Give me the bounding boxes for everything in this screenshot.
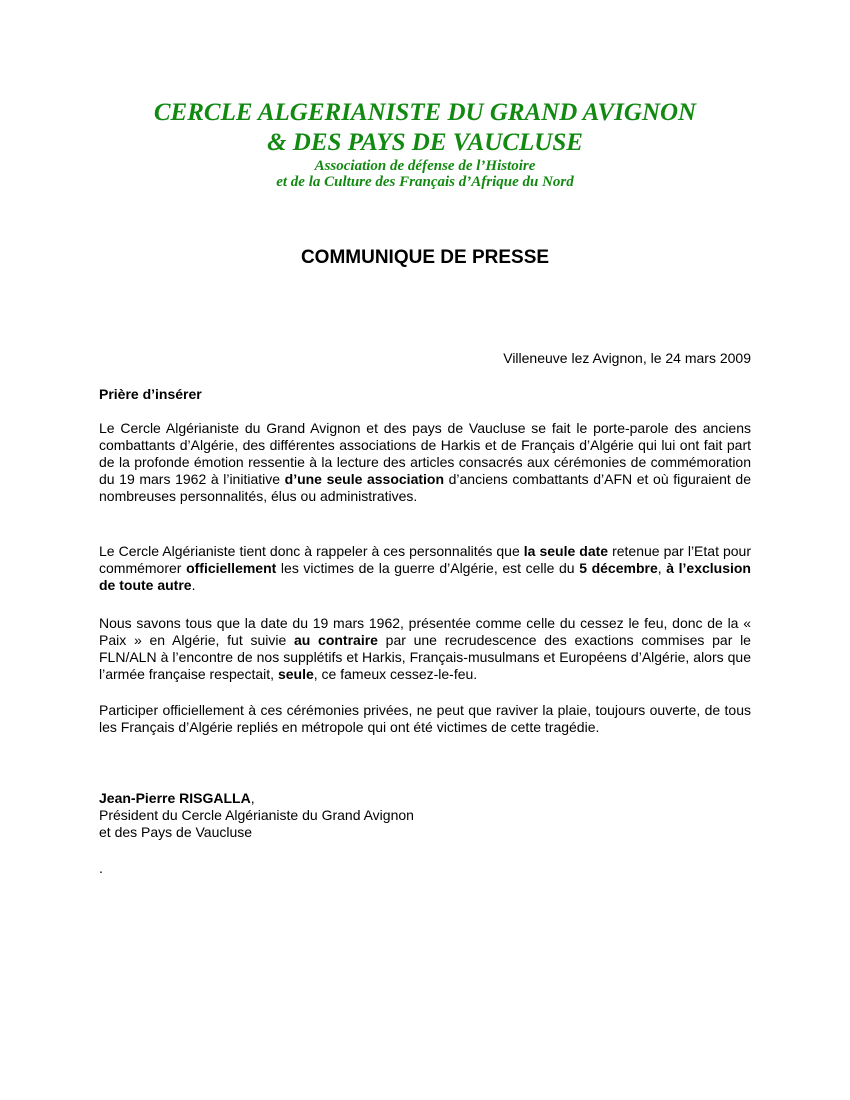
- signature-role-line1: Président du Cercle Algérianiste du Grand Avignon: [99, 807, 414, 823]
- paragraph-3-text-c: par une recrudescence des exactions commises par le FLN/ALN à l’encontre de nos supplétifs et Harkis, Français-musulmans et Européens d’Algérie, alors que l’armée française respectait,: [99, 631, 751, 682]
- paragraph-1: [99, 420, 751, 505]
- letterhead-title-line1: CERCLE ALGERIANISTE DU GRAND AVIGNON: [153, 99, 697, 126]
- paragraph-1-bold-b: d’une seule association: [284, 470, 445, 487]
- paragraph-2-text-g: ,: [657, 559, 667, 576]
- signature-comma: ,: [250, 790, 255, 806]
- signature-name: Jean-Pierre RISGALLA: [99, 790, 251, 806]
- paragraph-3-bold-b: au contraire: [293, 631, 378, 648]
- letterhead-subtitle-line2: et de la Culture des Français d’Afrique du Nord: [276, 174, 574, 190]
- paragraph-1-text-a: Le Cercle Algérianiste du Grand Avignon et des pays de Vaucluse se fait le porte-parole des anciens combattants d’Algérie, des différentes associations de Harkis et de Français d’Algérie qui lui ont fait part de la profonde émotion ressentie à la lecture des articles consacrés aux cérémonies de commémoration du 19 mars 1962 à l’initiative: [99, 420, 751, 487]
- paragraph-2-bold-h: à l’exclusion de toute autre: [99, 559, 751, 593]
- paragraph-1-text-c: d’anciens combattants d’AFN et où figuraient de nombreuses personnalités, élus ou administratives.: [99, 470, 751, 504]
- paragraph-2-bold-f: 5 décembre: [579, 559, 658, 576]
- signature-role-line2: et des Pays de Vaucluse: [99, 824, 253, 840]
- paragraph-3-bold-d: seule: [277, 665, 314, 682]
- salutation: Prière d’insérer: [99, 386, 202, 402]
- paragraph-2-bold-b: la seule date: [523, 543, 609, 559]
- paragraph-2-bold-d: officiellement: [186, 559, 277, 576]
- signature-name-line: [99, 790, 414, 807]
- paragraph-2-text-e: les victimes de la guerre d’Algérie, est celle du: [276, 559, 580, 576]
- paragraph-2: [99, 543, 751, 594]
- paragraph-3-text-e: , ce fameux cessez-le-feu.: [313, 665, 478, 682]
- paragraph-2-text-i: .: [191, 576, 196, 593]
- document-title: COMMUNIQUE DE PRESSE: [300, 247, 550, 268]
- paragraph-2-text-c: retenue par l’Etat pour commémorer: [99, 543, 751, 576]
- place-and-date: Villeneuve lez Avignon, le 24 mars 2009: [503, 350, 751, 366]
- signature-block: [99, 790, 414, 841]
- paragraph-3: [99, 615, 751, 683]
- paragraph-3-text-a: Nous savons tous que la date du 19 mars 1962, présentée comme celle du cessez le feu, donc de la « Paix » en Algérie, fut suivie: [99, 615, 751, 648]
- letterhead-subtitle-line1: Association de défense de l’Histoire: [314, 158, 536, 174]
- paragraph-4: Participer officiellement à ces cérémonies privées, ne peut que raviver la plaie, toujours ouverte, de tous les Français d’Algérie repliés en métropole qui ont été victimes de cette tragédie.: [99, 702, 751, 735]
- trailing-dot: .: [99, 860, 103, 876]
- paragraph-2-text-a: Le Cercle Algérianiste tient donc à rappeler à ces personnalités que: [99, 543, 524, 559]
- letterhead-title-line2: & DES PAYS DE VAUCLUSE: [267, 129, 583, 156]
- letterhead: [0, 98, 850, 190]
